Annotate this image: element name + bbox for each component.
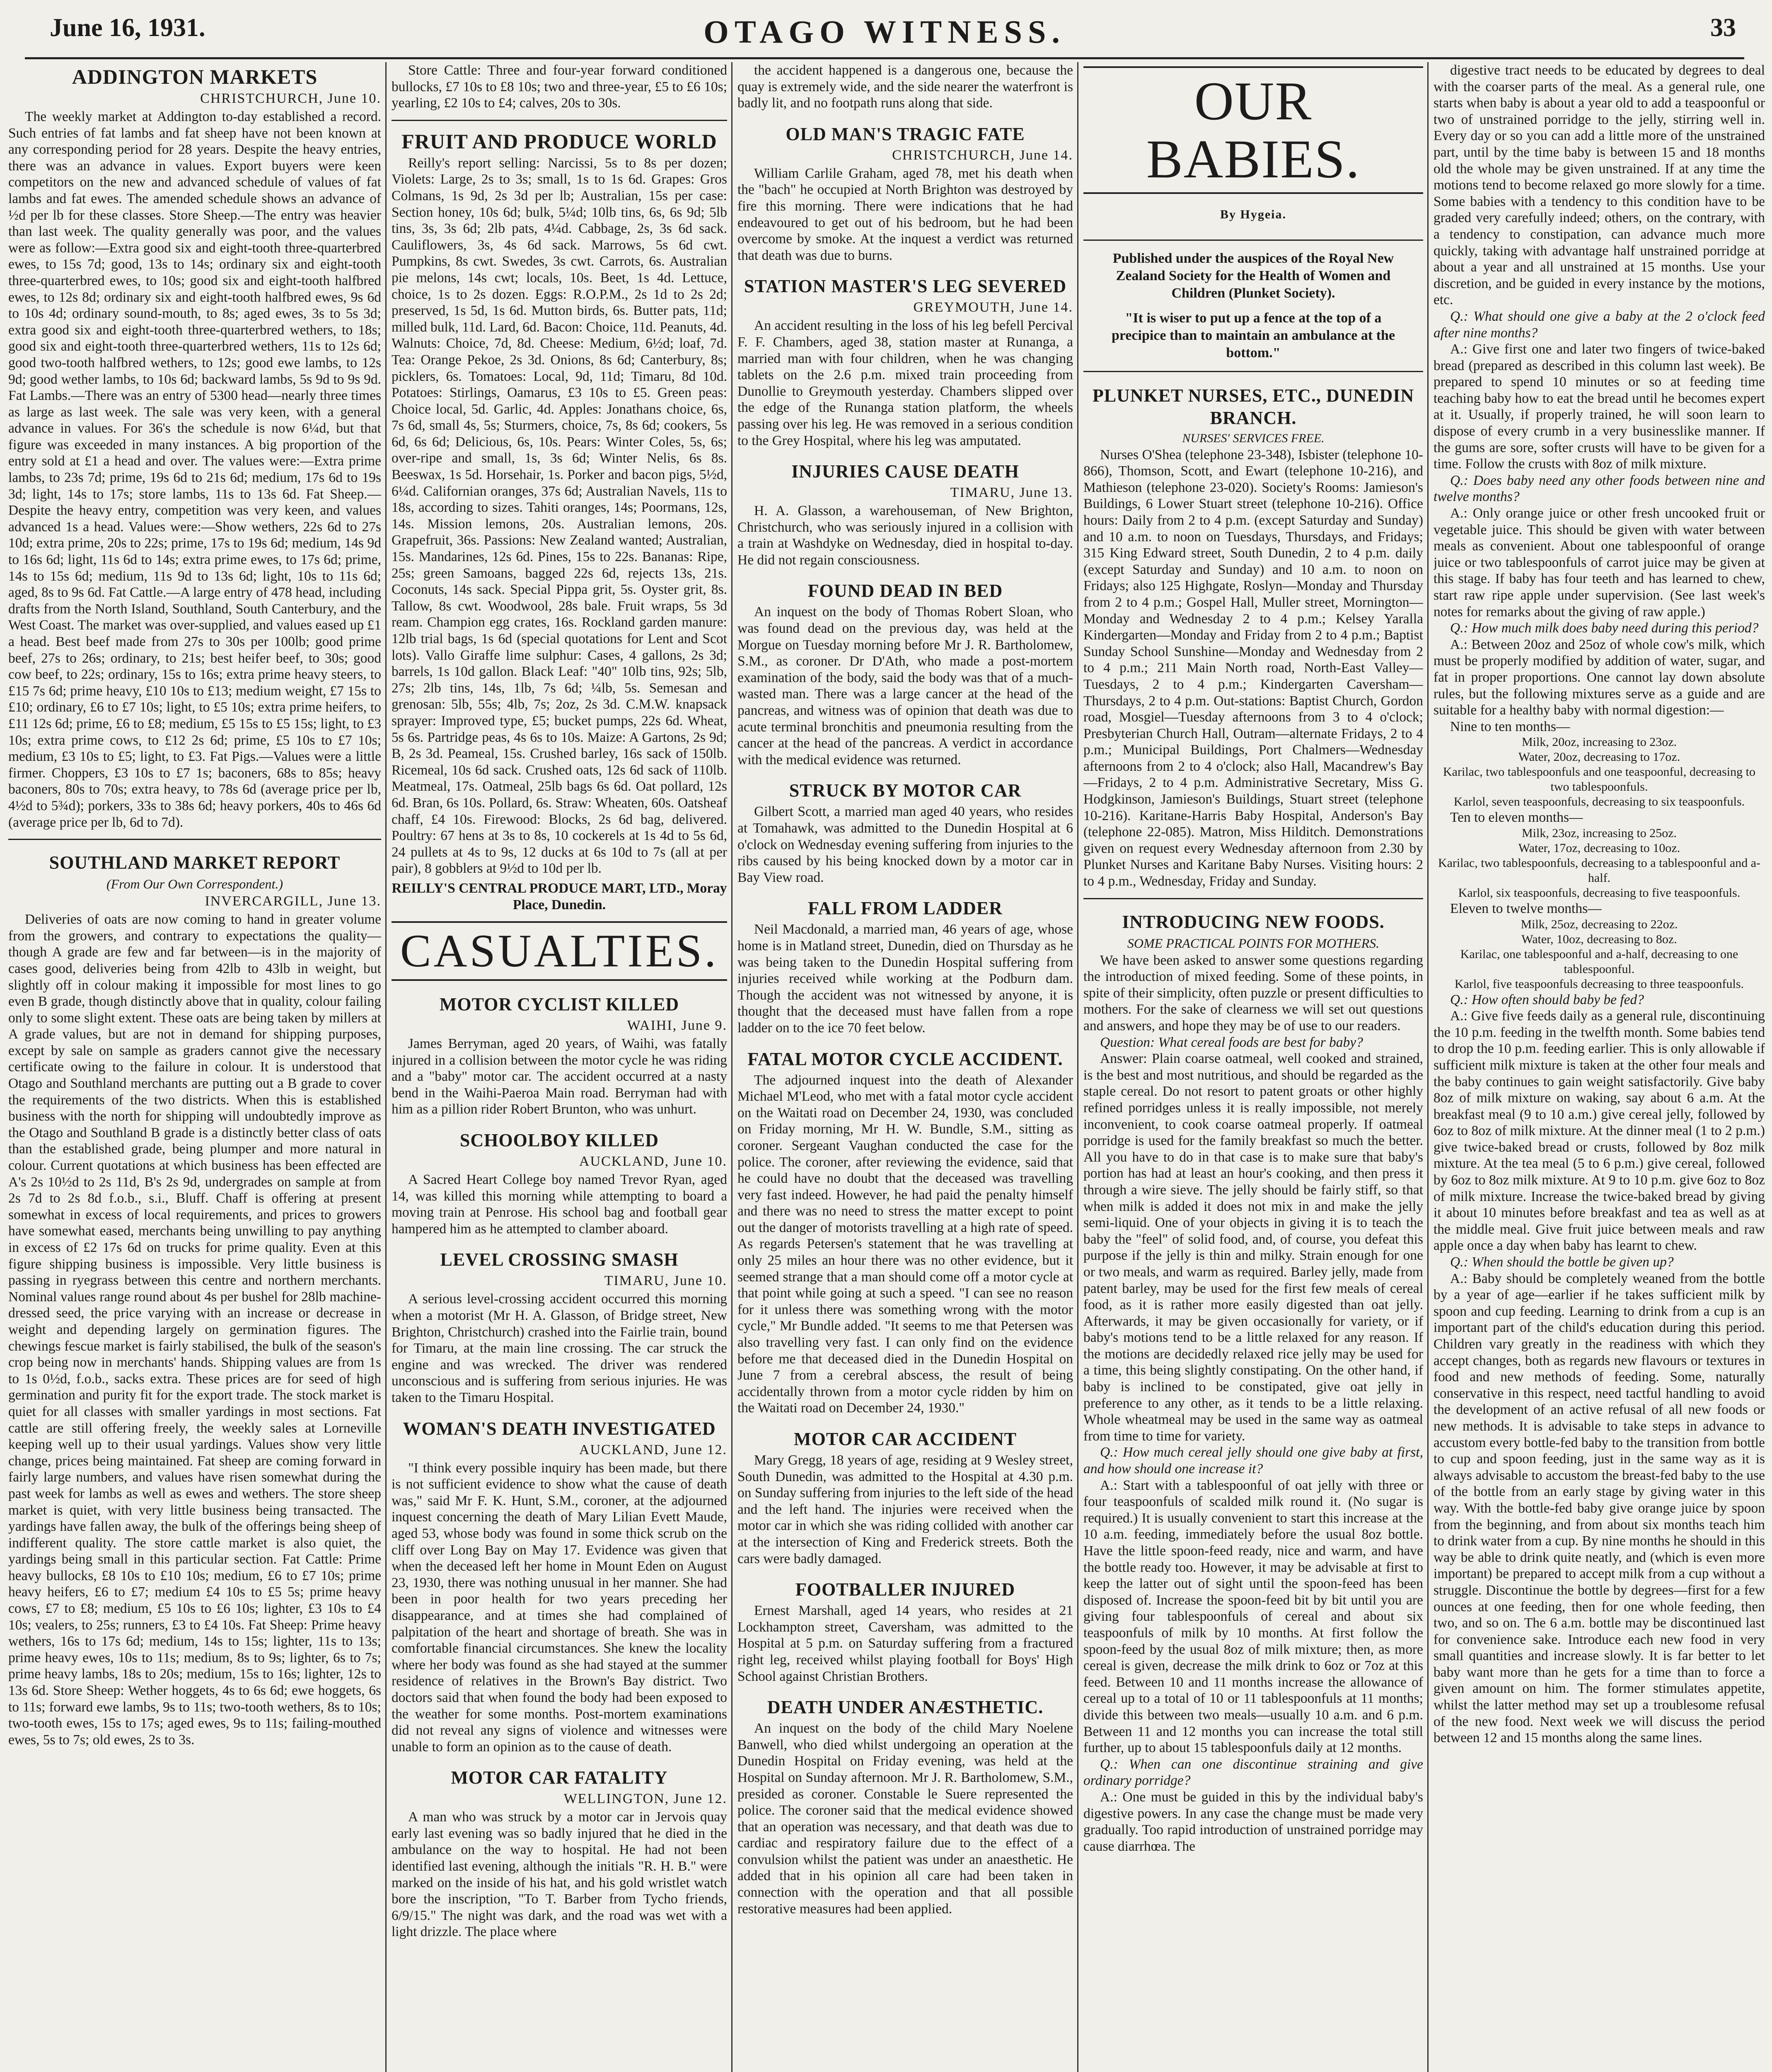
byline: (From Our Own Correspondent.) [106,876,283,892]
divider [1083,898,1423,899]
answer: A.: Baby should be completely weaned from the bottle by a year of age—earlier if he takes sufficient milk by spoon and cup feeding. Learning to drink from a cup is an important part of the child's education during this period. Children vary greatly in the readiness with which they accept changes, both as regards new flavours or textures in food and new methods of feeding. Some, naturally conservative in this respect, need tactful handling to avoid the development of an active refusal of all new foods or new methods. It is advisable to take steps in advance to accustom every bottle-fed baby to the transition from bottle to cup and spoon feeding, just in the same way as it is always advisable to accustom the breast-fed baby to the use of the bottle from an early stage by giving water in this way. With the bottle-fed baby give orange juice by spoon from the beginning, and from about six months teach him to drink water from a cup. By nine months he should in this way be able to drink quite neatly, and (which is even more important) be prepared to accept milk from a cup without a struggle. Discontinue the bottle by degrees—first for a few ounces at one feeding, then for one whole feeding, then two, and so on. The 6 a.m. bottle may be discontinued last for convenience sake. Introduce each new food in very small quantities and increase slowly. It is far better to let baby want more than he gets for a time than to force a given amount on him. The former stimulates appetite, whilst the latter method may set up a troublesome refusal of the new food. Next week we will discuss the period between 12 and 15 months along the same lines. [1434,1271,1765,1746]
byline: By Hygeia. [1220,208,1286,221]
table-line: Water, 20oz, decreasing to 17oz. [1518,750,1680,764]
table-line: Milk, 25oz, decreasing to 22oz. [1521,917,1678,931]
answer: A.: Between 20oz and 25oz of whole cow's milk, which must be properly modified by addition of water, sugar, and fat in proper proportions. One cannot lay down absolute rules, but the following mixtures serve as a guide and are suitable for a healthy baby with normal digestion:— [1434,637,1765,718]
table-line: Water, 17oz, decreasing to 10oz. [1518,841,1680,855]
column-rule [1427,62,1429,2072]
divider [8,839,381,840]
dateline: AUCKLAND, June 12. [579,1442,727,1457]
headline: LEVEL CROSSING SMASH [440,1249,679,1270]
table-line: Karlol, five teaspoonfuls decreasing to three teaspoonfuls. [1454,977,1744,991]
headline: MOTOR CAR ACCIDENT [794,1429,1017,1449]
article-body: Ernest Marshall, aged 14 years, who resides at 21 Lockhampton street, Caversham, was admitted to the Hospital at 5 p.m. on Saturday suffering from a fractured right leg, received whilst playing football for Boys' High School against Christian Brothers. [737,1603,1073,1684]
table-line: Milk, 20oz, increasing to 23oz. [1521,735,1677,749]
dateline: WELLINGTON, June 12. [563,1791,727,1807]
headline: MOTOR CAR FATALITY [451,1767,668,1788]
signoff: REILLY'S CENTRAL PRODUCE MART, LTD., Moray Place, Dunedin. [392,880,727,913]
masthead [25,7,1744,59]
table-line: Karlol, six teaspoonfuls, decreasing to five teaspoonfuls. [1458,886,1741,900]
article-body: Mary Gregg, 18 years of age, residing at 9 Wesley street, South Dunedin, was admitted to the Hospital at 4.30 p.m. on Sunday suffering from injuries to the left side of the head and the left hand. The injuries were received when the motor car in which she was riding collided with another car at the intersection of King and Frederick streets. Both the cars were badly damaged. [737,1452,1073,1566]
table-line: Karilac, one tablespoonful and a-half, decreasing to one tablespoonful. [1460,947,1738,976]
subheading: NURSES' SERVICES FREE. [1182,431,1325,445]
article-body: Nurses O'Shea (telephone 23-348), Isbister (telephone 10-866), Thomson, Scott, and Ewart (telephone 10-216), and Mathieson (telephone 23-020). Society's Rooms: Jamieson's Buildings, 6 Lower Stuart street (telephone 10-216). Office hours: Daily from 2 to 4 p.m. (except Saturday and Sunday) and 10 a.m. to noon on Tuesdays, Thursdays, and Fridays; 315 King Edward street, South Dunedin, 2 to 4 p.m. daily (except Saturday and Sunday) and 10 a.m. to noon on Fridays; also 125 Highgate, Roslyn—Monday and Thursday from 2 to 4 p.m.; Gospel Hall, Muller street, Mornington—Monday and Wednesday 2 to 4 p.m.; Kelsey Yaralla Kindergarten—Monday and Friday from 2 to 4 p.m.; Baptist Sunday School Sunshine—Monday and Wednesday from 2 to 4 p.m.; 211 Main North road, North-East Valley—Tuesdays, 2 to 4 p.m.; Kindergarten Caversham—Thursdays, 2 to 4 p.m. Out-stations: Baptist Church, Gordon road, Mosgiel—Tuesday afternoons from 3 to 4 o'clock; Presbyterian Church Hall, Outram—alternate Fridays, 2 to 4 p.m.; Municipal Buildings, Port Chalmers—Wednesday afternoons from 2 to 4 o'clock; also Hall, Macandrew's Bay—Fridays, 2 to 4 p.m. Administrative Secretary, Miss G. Hodgkinson, Jamieson's Buildings, Stuart street (telephone 10-216). Karitane-Harris Baby Hospital, Anderson's Bay (telephone 22-085). Matron, Miss Hilditch. Demonstrations given on request every Wednesday afternoon from 2.30 by Plunket Nurses and Karitane Baby Nurses. Visiting hours: 2 to 4 p.m., Wednesday, Friday and Sunday. [1083,447,1423,889]
feeding-table-3 [1434,917,1765,992]
table-line: Karlol, seven teaspoonfuls, decreasing to six teaspoonfuls. [1453,795,1745,809]
question: Q.: How often should baby be fed? [1450,992,1644,1007]
subheading: SOME PRACTICAL POINTS FOR MOTHERS. [1127,935,1380,951]
dateline: CHRISTCHURCH, June 10. [200,91,381,106]
question: Q.: When can one discontinue straining and give ordinary porridge? [1083,1756,1423,1789]
dateline: WAIHI, June 9. [627,1018,727,1034]
article-body: Deliveries of oats are now coming to hand in greater volume from the growers, and contrary to expectations the quality—though A grade are few and far between—is in the majority of cases good, deliveries being from 42lb to 43lb in weight, but slightly off in colour making it impossible for most lines to go even B grade, though distinctly above that in quality, colour failing only to some slight extent. These oats are being taken by millers at A grade values, but are not in demand for shipping purposes, except by sale on sample as graders cannot give the necessary certificate owing to the failure in colour. It is understood that Otago and Southland merchants are putting out a B grade to cover the requirements of the two districts. When this is established business with the north for shipping will undoubtedly improve as the Otago and Southland B grade is a distinctly better class of oats than the established grade, being plumper and more natural in colour. Current quotations at which business has been effected are A's 2s 10½d to 2s 11d, B's 2s 9d, undergrades on sample at from 2s 7d to 2s 8d f.o.b., s.i., Bluff. Chaff is offering at present somewhat in excess of local requirements, and prices to growers have somewhat eased, merchants being unwilling to pay anything in excess of £2 17s 6d on trucks for prime quality. Even at this figure shipping business is impossible. Very little business is passing in ryegrass between this centre and northern merchants. Nominal values range round about 4s per bushel for 28lb machine-dressed seed, the price varying with an increase or decrease in weight and depending largely on germination figures. The chewings fescue market is fairly stabilised, the bulk of the season's crop being now in merchants' hands. Shipping values are from 1s to 1s 0½d, f.o.b., sacks extra. These prices are for seed of high germination and purity fit for the export trade. The stock market is quiet for all classes with smaller yardings in most sections. Fat cattle are still offering freely, the weekly sales at Lorneville keeping well up to their usual yardings. Values show very little change, prices being maintained. Fat sheep are coming forward in fairly large numbers, and values have risen somewhat during the past week for lambs as well as ewes and wethers. The store sheep market is quiet, with very little business being transacted. The yardings have fallen away, the bulk of the offerings being sheep of indifferent quality. The store cattle market is also quiet, the yardings being small in this particular section. Fat Cattle: Prime heavy bullocks, £8 10s to £10 10s; medium, £6 to £7 10s; prime heavy heifers, £6 to £7; medium £4 10s to £5 5s; prime heavy cows, £7 to £8; medium, £5 10s to £6 10s; lighter, £3 10s to £4 10s; vealers, to 25s; runners, £3 to £4 10s. Fat Sheep: Prime heavy wethers, 16s to 17s 6d; medium, 14s to 15s; lighter, 11s to 13s; prime heavy ewes, 10s to 11s; medium, 8s to 9s; lighter, 6s to 7s; prime heavy lambs, 18s to 20s; medium, 15s to 16s; lighter, 12s to 13s 6d. Store Sheep: Wether hoggets, 4s to 6s 6d; ewe hoggets, 6s to 11s; forward ewe lambs, 9s to 11s; two-tooth wethers, 8s to 10s; two-tooth ewes, 15s to 17s; aged ewes, 9s to 11s; failing-mouthed ewes, 5s to 7s; old ewes, 2s to 3s. [8,912,381,1748]
column-5 [1434,62,1765,2072]
issue-date: June 16, 1931. [50,14,205,42]
dateline: GREYMOUTH, June 14. [913,300,1073,315]
answer: Answer: Plain coarse oatmeal, well cooked and strained, is the best and most nutritious, and should be regarded as the staple cereal. Do not resort to patent groats or other highly refined porridges unless it is really impossible, not merely inconvenient, to cook coarse oatmeal properly. If oatmeal porridge is used for the family breakfast so much the better. All you have to do in that case is to make sure that baby's portion has had at least an hour's cooking, and then press it through a wire sieve. The jelly should be fairly stiff, so that when milk is added it does not mix in and make the jelly semi-liquid. One of your objects in giving it is to teach the baby the "feel" of solid food, and, of course, you defeat this purpose if the jelly is thin and milky. Strain enough for one or two meals, and warm as required. Barley jelly, made from patent barley, may be used for the first few meals of cereal food, as it is rather more easily digested than oat jelly. Afterwards, it may be given occasionally for variety, or if baby's motions tend to be a little relaxed for any reason. If the motions are decidedly relaxed rice jelly may be used for a time, this being slightly constipating. On the other hand, if baby is inclined to be constipated, give oat jelly in preference to any other, as it tends to be a little relaxing. Whole wheatmeal may be used in the same way as oatmeal from time to time for variety. [1083,1051,1423,1444]
headline: INJURIES CAUSE DEATH [791,461,1019,482]
our-babies-title: OUR BABIES. [1083,66,1423,194]
headline: FALL FROM LADDER [808,898,1003,919]
dateline: TIMARU, June 13. [950,485,1073,501]
question: Q.: What should one give a baby at the 2 o'clock feed after nine months? [1434,308,1765,341]
question: Q.: How much milk does baby need during this period? [1450,620,1759,636]
column-rule [731,62,732,2072]
answer: A.: Give first one and later two fingers of twice-baked bread (prepared as described in this column last week). Be prepared to spend 10 minutes or so at feeding time teaching baby how to eat the bread until he becomes expert at it. Usually, if properly trained, he will soon learn to dispose of every crumb in a very businesslike manner. If the gums are sore, softer crusts will have to be given for a time. Follow the crusts with 8oz of milk mixture. [1434,341,1765,472]
headline: DEATH UNDER ANÆSTHETIC. [767,1697,1044,1718]
headline: STATION MASTER'S LEG SEVERED [744,276,1067,297]
column-rule [1077,62,1078,2072]
article-body: A serious level-crossing accident occurred this morning when a motorist (Mr H. A. Glasson, of Bridge street, New Brighton, Christchurch) crashed into the Fairlie train, bound for Timaru, at the main line crossing. The car struck the engine and was wrecked. The driver was rendered unconscious and is suffering from serious injuries. He was taken to the Timaru Hospital. [392,1291,727,1405]
feeding-table-heading: Nine to ten months— [1450,719,1570,734]
column-4 [1083,62,1423,2072]
headline-addington-markets: ADDINGTON MARKETS [72,65,318,88]
question: Q.: When should the bottle be given up? [1450,1254,1674,1270]
article-body: We have been asked to answer some questions regarding the introduction of mixed feeding. Some of these points, in spite of their simplicity, often puzzle or present difficulties to mothers. For the sake of clearness we will set out questions and answers, and hope they may be of use to our readers. [1083,952,1423,1034]
headline: INTRODUCING NEW FOODS. [1122,911,1385,932]
headline: PLUNKET NURSES, ETC., DUNEDIN BRANCH. [1092,385,1414,428]
article-body: A Sacred Heart College boy named Trevor Ryan, aged 14, was killed this morning while attempting to board a moving train at Penrose. His school bag and football gear hampered him as he attempted to clamber aboard. [392,1172,727,1237]
headline: OLD MAN'S TRAGIC FATE [786,123,1025,144]
answer: A.: Start with a tablespoonful of oat jelly with three or four teaspoonfuls of scalded milk round it. (No sugar is required.) It is usually convenient to start this increase at the 10 a.m. feeding, immediately before the usual 8oz bottle. Have the little spoon-feed ready, nice and warm, and have the bottle ready too. However, it may be advisable at first to keep the latter out of sight until the spoon-feed has been disposed of. Increase the spoon-feed bit by bit until you are giving four tablespoonfuls of cereal and about six teaspoonfuls of milk by 10 months. At first follow the spoon-feed by the usual 8oz of milk mixture; then, as more cereal is given, decrease the milk drink to 6oz or 7oz at this feed. Between 10 and 11 months increase the allowance of cereal up to a total of 10 or 11 tablespoonfuls at 11 months; divide this between two meals—usually 10 a.m. and 6 p.m. Between 11 and 12 months you can increase the total still further, up to about 15 tablespoonfuls daily at 12 months. [1083,1477,1423,1756]
feeding-table-2 [1434,826,1765,900]
column-3 [737,62,1073,2072]
answer: A.: Only orange juice or other fresh uncooked fruit or vegetable juice. This should be given with water between meals as convenient. About one tablespoonful of orange juice or two tablespoonfuls of carrot juice may be given at this stage. If baby has four teeth and has learned to chew, start raw ripe apple under supervision. (See last week's notes for remarks about the giving of raw apple.) [1434,506,1765,620]
feeding-table-heading: Ten to eleven months— [1450,810,1583,825]
page-number: 33 [1710,14,1736,42]
question: Question: What cereal foods are best for baby? [1100,1034,1363,1050]
question: Q.: Does baby need any other foods between nine and twelve months? [1434,472,1765,505]
feeding-table-1 [1434,735,1765,809]
column-rule [385,62,387,2072]
notice-quote: "It is wiser to put up a fence at the top of a precipice than to maintain an ambulance at the bottom." [1111,310,1395,361]
casualties-banner: CASUALTIES. [392,921,727,981]
dateline: TIMARU, June 10. [604,1273,727,1289]
article-body: Reilly's report selling: Narcissi, 5s to 8s per dozen; Violets: Large, 2s to 3s; small, 1s to 1s 6d. Grapes: Gros Colmans, 1s 9d, 2s 3d per lb; Australian, 15s per case: Section honey, 10s 6d; bulk, 5¼d; 10lb tins, 6s, 6s 9d; 5lb tins, 3s, 3s 6d; 2lb pats, 4¼d. Cabbage, 2s, 3s 6d sack. Cauliflowers, 3s, 4s 6d sack. Marrows, 5s 6d cwt. Pumpkins, 8s cwt. Swedes, 3s cwt. Carrots, 6s. Australian pie melons, 14s cwt; locals, 10s. Beet, 1s 4d. Lettuce, choice, 1s to 2s dozen. Eggs: R.O.P.M., 2s 1d to 2s 2d; preserved, 1s 5d, 1s 6d. Mutton birds, 6s. Butter pats, 11d; milled bulk, 11d. Lard, 6d. Bacon: Choice, 11d. Peanuts, 4d. Walnuts: Choice, 7d, 8d. Cheese: Medium, 6½d; loaf, 7d. Tea: Orange Pekoe, 2s 3d. Onions, 8s 6d; Canterbury, 8s; picklers, 6s. Tomatoes: Local, 9d, 11d; Timaru, 8d 10d. Potatoes: Stirlings, Oamarus, £3 10s to £5. Green peas: Choice local, 5d. Garlic, 4d. Apples: Jonathans choice, 6s, 7s 6d, small 4s, 5s; Sturmers, choice, 7s, 8s 6d; cookers, 5s 6d, 6s 6d; Delicious, 6s, 10s. Pears: Winter Coles, 5s, 6s; over-ripe and small, 1s, 3s 6d; Winter Nelis, 6s 8s. Beeswax, 1s 5d. Horsehair, 1s. Porker and bacon pigs, 5½d, 6¼d. Californian oranges, 37s 6d; Australian Navels, 11s to 18s, according to sizes. Tahiti oranges, 14s; Poormans, 12s, 14s. Mission lemons, 20s. Australian lemons, 20s. Grapefruit, 36s. Passions: New Zealand wanted; Australian, 15s. Mandarines, 12s 6d. Pines, 15s to 22s. Bananas: Ripe, 25s; green Samoans, bagged 22s 6d, rejects 13s, 21s. Coconuts, 14s sack. Special Pippa grit, 5s. Oyster grit, 8s. Tallow, 8s cwt. Woodwool, 28s bale. Fruit wraps, 5s 3d ream. Champion egg crates, 16s. Rockland garden manure: 12lb trial bags, 1s 6d (special quotations for Lent and Scot lots). Vallo Giraffe lime sulphur: Cases, 4 gallons, 2s 3d; barrels, 1s 10d gallon. Black Leaf: "40" 10lb tins, 92s; 5lb, 27s; 2lb tins, 14s, 1lb, 7s 6d; ¼lb, 5s. Semesan and grenosan: 5lb, 55s; 4lb, 7s; 2oz, 2s 3d. C.M.W. knapsack sprayer: Improved type, £5; bucket pumps, 22s 6d. Wheat, 5s 6s. Partridge peas, 4s 6s to 10s. Maize: A Gartons, 2s 9d; B, 2s 3d. Peameal, 15s. Crushed barley, 16s sack of 150lb. Ricemeal, 10s 6d sack. Crushed oats, 12s 6d sack of 110lb. Meatmeal, 17s. Oatmeal, 25lb bags 6s 6d. Oat pollard, 12s 6d. Bran, 6s 10s. Pollard, 6s. Straw: Wheaten, 60s. Oatsheaf chaff, £4 10s. Firewood: Blocks, 2s 6d bag, delivered. Poultry: 67 hens at 3s to 8s, 10 cockerels at 1s 4d to 5s 6d, 24 pullets at 4s to 9s, 12 ducks at 6s 10d to 7s (all at per pair), 8 gobblers at 9½d to 10d per lb. [392,155,727,876]
headline: MOTOR CYCLIST KILLED [439,994,679,1015]
article-body: digestive tract needs to be educated by degrees to deal with the coarser parts of the meal. As a general rule, one starts when baby is about a year old to add a teaspoonful or two of unstrained porridge to the jelly, stirring well in. Every day or so you can add a little more of the unstrained part, until by the time baby is between 15 and 18 months old the whole may be given unstrained. If at any time the motions tend to become relaxed go more slowly for a time. Some babies with a tendency to this condition have to be graded very carefully indeed; others, on the contrary, with a tendency to constipation, can advance much more quickly, taking with advantage half unstrained porridge at about a year and all unstrained at 15 months. Use your discretion, and be guided in every instance by the motions, etc. [1434,63,1765,308]
column-1 [8,62,381,2072]
headline-fruit-produce: FRUIT AND PRODUCE WORLD [401,129,717,153]
table-line: Karilac, two tablespoonfuls and one teaspoonful, decreasing to two tablespoonfuls. [1443,765,1755,794]
article-body: H. A. Glasson, a warehouseman, of New Brighton, Christchurch, who was seriously injured in a collision with a train at Washdyke on Wednesday, died in hospital to-day. He did not regain consciousness. [737,503,1073,568]
plunket-notice-box [1083,240,1423,372]
article-body: the accident happened is a dangerous one, because the quay is extremely wide, and the side nearer the waterfront is badly lit, and no footpath runs along that side. [737,63,1073,111]
dateline: AUCKLAND, June 10. [579,1154,727,1169]
column-2 [392,62,727,2072]
article-body: The adjourned inquest into the death of Alexander Michael M'Leod, who met with a fatal motor cycle accident on the Waitati road on December 24, 1930, was concluded on Friday morning, Mr H. W. Bundle, S.M., sitting as coroner. Sergeant Vaughan conducted the case for the police. The coroner, after reviewing the evidence, said that he could have no doubt that the deceased was travelling very fast indeed. However, he had paid the penalty himself and there was no need to stress the matter except to point out the danger of motorists travelling at a high rate of speed. As regards Petersen's statement that he was travelling at only 25 miles an hour there was no other evidence, but it seemed strange that a man should come off a motor cycle at that point while going at such a speed. "I can see no reason for it unless there was something wrong with the motor cycle," Mr Bundle added. "It seems to me that Petersen was also travelling very fast. I can only find on the evidence before me that deceased died in the Dunedin Hospital on June 7 from a cerebral abscess, the result of being accidentally thrown from a motor cycle ridden by him on the Waitati road on December 24, 1930." [737,1072,1073,1416]
table-line: Water, 10oz, decreasing to 8oz. [1521,932,1677,946]
answer: A.: One must be guided in this by the individual baby's digestive powers. In any case the change must be made very gradually. Too rapid introduction of unstrained porridge may cause diarrhœa. The [1083,1789,1423,1854]
article-body: Neil Macdonald, a married man, 46 years of age, whose home is in Matland street, Dunedin, died on Thursday as he was being taken to the Dunedin Hospital suffering from injuries received while working at the Podburn dam. Though the accident was not witnessed by anyone, it is thought that the deceased must have fallen from a rope ladder on to the ice 70 feet below. [737,922,1073,1036]
headline: WOMAN'S DEATH INVESTIGATED [403,1418,716,1439]
notice-text: Published under the auspices of the Royal New Zealand Society for the Health of Women and Children (Plunket Society). [1112,250,1394,301]
headline: FOUND DEAD IN BED [807,581,1003,601]
headline-southland-market-report: SOUTHLAND MARKET REPORT [49,852,341,873]
feeding-table-heading: Eleven to twelve months— [1450,900,1602,916]
headline: FOOTBALLER INJURED [795,1579,1015,1600]
article-body: An inquest on the body of Thomas Robert Sloan, who was found dead on the previous day, was held at the Morgue on Tuesday morning before Mr J. R. Bartholomew, S.M., as coroner. Dr D'Ath, who made a post-mortem examination of the body, said the body was that of a much-wasted man. There was a large cancer at the head of the pancreas, and witness was of opinion that death was due to acute terminal bronchitis and pneumonia resulting from the cancer at the head of the pancreas. A verdict in accordance with the medical evidence was returned. [737,604,1073,767]
article-body: An inquest on the body of the child Mary Noelene Banwell, who died whilst undergoing an operation at the Dunedin Hospital on Friday evening, was held at the Hospital on Sunday afternoon. Mr J. R. Bartholomew, S.M., presided as coroner. Constable le Suere represented the police. The coroner said that the medical evidence showed that an operation was necessary, and that death was due to cardiac and respiratory failure due to the effect of a convulsion whilst the patient was under an anaesthetic. He added that in his opinion all care had been taken in connection with the operation and that all possible restorative measures had been applied. [737,1721,1073,1917]
table-line: Milk, 23oz, increasing to 25oz. [1521,826,1677,840]
answer: A.: Give five feeds daily as a general rule, discontinuing the 10 p.m. feeding in the twelfth month. Some babies tend to drop the 10 p.m. feeding earlier. This is only allowable if sufficient milk mixture is taken at the other four meals and the baby continues to gain weight satisfactorily. Give baby 8oz of milk mixture on waking, say about 6 a.m. At the breakfast meal (9 to 10 a.m.) give cereal jelly, followed by 6oz to 8oz of milk mixture. At the dinner meal (1 to 2 p.m.) give twice-baked bread or crusts, followed by 8oz milk mixture. At the tea meal (5 to 6 p.m.) give cereal, followed by 6oz to 8oz milk mixture. At 9 to 10 p.m. give 6oz to 8oz of milk mixture. Increase the twice-baked bread by giving it about 10 minutes before breakfast and tea as well as at the middle meal. Give fruit juice between meals and raw apple once a day when baby has learnt to chew. [1434,1008,1765,1254]
article-body: Gilbert Scott, a married man aged 40 years, who resides at Tomahawk, was admitted to the Dunedin Hospital at 6 o'clock on Wednesday evening suffering from injuries to the ribs caused by his being knocked down by a motor car in Bay View road. [737,804,1073,885]
divider [392,120,727,121]
article-body: William Carlile Graham, aged 78, met his death when the "bach" he occupied at North Brighton was destroyed by fire this morning. There were indications that he had endeavoured to get out of his bedroom, but he had been overcome by smoke. At the inquest a verdict was returned that death was due to burns. [737,165,1073,263]
article-body: A man who was struck by a motor car in Jervois quay early last evening was so badly injured that he died in the ambulance on the way to hospital. He had not been identified last evening, although the initials "R. H. B." were marked on the inside of his hat, and his gold wristlet watch bore the inscription, "To T. Barber from Tycho friends, 6/9/15." The night was dark, and the road was wet with a light drizzle. The place where [392,1809,727,1940]
article-body: Store Cattle: Three and four-year forward conditioned bullocks, £7 10s to £8 10s; two and three-year, £5 to £6 10s; yearling, £2 10s to £4; calves, 20s to 30s. [392,63,727,111]
dateline: INVERCARGILL, June 13. [205,893,381,909]
headline: STRUCK BY MOTOR CAR [789,780,1022,801]
headline: SCHOOLBOY KILLED [459,1130,659,1151]
dateline: CHRISTCHURCH, June 14. [892,147,1073,163]
table-line: Karilac, two tablespoonfuls, decreasing to a tablespoonful and a-half. [1438,856,1761,885]
article-body: James Berryman, aged 20 years, of Waihi, was fatally injured in a collision between the motor cycle he was riding and a "baby" motor car. The accident occurred at a nasty bend in the Waihi-Paeroa Main road. Berryman had with him as a pillion rider Robert Brunton, who was unhurt. [392,1036,727,1117]
article-body: The weekly market at Addington to-day established a record. Such entries of fat lambs and fat sheep have not been known at any corresponding period for 28 years. Despite the heavy entries, there was an advance in values. Export buyers were keen competitors on the new and advanced schedule of values of fat lambs and fat ewes. The amended schedule shows an advance of ½d per lb for these classes. Store Sheep.—The entry was heavier than last week. The quality generally was poor, and the values were as follow:—Extra good six and eight-tooth three-quarterbred ewes, to 15s 7d; good, 13s to 14s; ordinary six and eight-tooth three-quarterbred ewes, to 10s; good six and eight-tooth halfbred ewes, to 12s 8d; ordinary six and eight-tooth halfbred ewes, 9s 6d to 10s 4d; ordinary sound-mouth, to 8s; aged ewes, 3s to 5s 3d; extra good six and eight-tooth three-quarterbred wethers, to 18s; good six and eight-tooth three-quarterbred wethers, 11s to 12s 6d; good two-tooth halfbred wethers, to 12s; good ewe lambs, to 12s 9d; good wether lambs, to 10s 6d; backward lambs, 5s 9d to 9s 9d. Fat Lambs.—There was an entry of 5300 head—nearly three times as large as last week. The sale was very keen, with a general advance in values. For 36's the schedule is now 6¼d, but that figure was exceeded in many instances. A big proportion of the entry sold at £1 a head and over. The values were:—Extra prime lambs, to 23s 7d; prime, 19s 6d to 21s 6d; medium, 17s 6d to 19s 3d; light, 14s to 17s; store lambs, 11s to 13s 6d. Fat Sheep.—Despite the heavy entry, competition was very keen, and values advanced 1s a head. Values were:—Show wethers, 22s 6d to 27s 10d; extra prime, 20s to 22s; prime, 17s to 19s 6d; medium, 14s 9d to 16s 6d; light, 11s 6d to 14s; extra prime ewes, to 17s 6d; prime, 14s to 15s 6d; medium, 11s 9d to 13s 6d; light, 10s to 11s 6d; aged, 8s to 9s 6d. Fat Cattle.—A large entry of 478 head, including drafts from the North Island, Southland, South Canterbury, and the West Coast. The market was over-supplied, and values eased up £1 a head. Best beef made from 27s to 30s per 100lb; good prime beef, 27s to 26s; ordinary, to 21s; best heifer beef, to 30s; good cow beef, to 22s; ordinary, 15s to 16s; extra prime heavy steers, to £15 7s 6d; prime heavy, £10 10s to £13; medium weight, £7 15s to £10; ordinary, £6 to £7 10s; light, to £5 10s; extra prime heifers, to £11 12s 6d; prime, £6 to £8; medium, £5 15s to £5 15s; light, to £3 10s; extra prime cows, to £12 2s 6d; prime, £5 10s to £7 10s; medium, £3 10s to £5; light, to £3. Fat Pigs.—Values were a little firmer. Choppers, £3 10s to £7 1s; baconers, 68s to 85s; heavy baconers, 80s to 70s; extra heavy, to 78s 6d (average price per lb, 4½d to 5¾d); porkers, 33s to 38s 6d; heavy porkers, 40s to 46s 6d (average price per lb, 6d to 7d). [8,109,381,830]
article-body: "I think every possible inquiry has been made, but there is not sufficient evidence to show what the cause of death was," said Mr F. K. Hunt, S.M., coroner, at the adjourned inquest concerning the death of Mary Lilian Evett Maude, aged 53, whose body was found in some thick scrub on the cliff over Long Bay on May 17. Evidence was given that when the deceased left her home in Mount Eden on August 23, 1930, there was nothing unusual in her manner. She had been in poor health for two years preceding her disappearance, and at times she had complained of palpitation of the heart and shortage of breath. She was in comfortable financial circumstances. She knew the locality where her body was found as she had stayed at the summer residence of relatives in the Brown's Bay district. Two doctors said that when found the body had been exposed to the weather for some months. Post-mortem examinations did not reveal any signs of violence and witnesses were unable to form an opinion as to the cause of death. [392,1460,727,1755]
article-body: An accident resulting in the loss of his leg befell Percival F. F. Chambers, aged 38, station master at Runanga, a married man with four children, when he was changing tablets on the 2.6 p.m. mixed train proceeding from Dunollie to Greymouth yesterday. Chambers slipped over the edge of the Runanga station platform, the wheels passing over his leg. He was removed in a serious condition to the Grey Hospital, where his leg was amputated. [737,318,1073,448]
question: Q.: How much cereal jelly should one give baby at first, and how should one increase it? [1083,1445,1423,1477]
newspaper-title: OTAGO WITNESS. [703,14,1066,50]
headline: FATAL MOTOR CYCLE ACCIDENT. [747,1048,1063,1069]
